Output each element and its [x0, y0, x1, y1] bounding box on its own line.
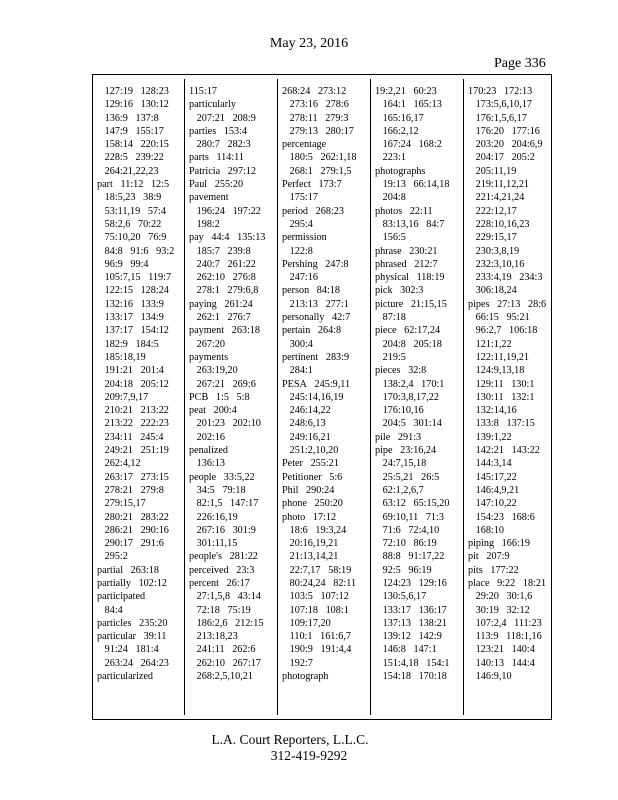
index-entry: 139:12 142:9 [375, 631, 442, 643]
index-entry: pay 44:4 135:13 [189, 232, 266, 244]
index-entry: 234:11 245:4 [97, 431, 164, 443]
reporter-company: L.A. Court Reporters, L.L.C. [211, 732, 369, 747]
index-entry: 139:1,22 [468, 431, 512, 443]
index-entry: 204:5 301:14 [375, 418, 442, 430]
index-entry: 130:5,6,17 [375, 591, 427, 603]
index-entry: 146:8 147:1 [375, 644, 437, 656]
index-column-1 [97, 85, 183, 683]
index-entry: 122:11,19,21 [468, 351, 530, 363]
index-entry: 121:1,22 [468, 338, 512, 350]
index-entry: 213:13 277:1 [282, 298, 349, 310]
index-entry: 201:23 202:10 [189, 418, 261, 430]
index-entry: 103:5 107:12 [282, 591, 349, 603]
index-entry: photograph [282, 671, 329, 683]
index-entry: picture 21:15,15 [375, 298, 447, 310]
index-entry: 196:24 197:22 [189, 205, 261, 217]
index-entry: 191:21 201:4 [97, 365, 164, 377]
index-entry: 280:21 283:22 [97, 511, 169, 523]
index-entry: 278:11 279:3 [282, 112, 349, 124]
index-entry: 280:7 282:3 [189, 139, 251, 151]
index-entry: 83:13,16 84:7 [375, 218, 445, 230]
index-entry: 137:17 154:12 [97, 325, 169, 337]
index-entry: 286:21 290:16 [97, 524, 169, 536]
index-entry: 107:18 108:1 [282, 604, 349, 616]
index-entry: Perfect 173:7 [282, 179, 342, 191]
index-entry: 241:11 262:6 [189, 644, 256, 656]
reporter-phone: 312-419-9292 [270, 748, 348, 763]
index-entry: 124:23 129:16 [375, 577, 447, 589]
index-entry: 144:3,14 [468, 458, 512, 470]
index-entry: pipe 23:16,24 [375, 445, 437, 457]
index-entry: 221:4,21,24 [468, 192, 525, 204]
index-entry: people 33:5,22 [189, 471, 255, 483]
index-entry: perceived 23:3 [189, 564, 255, 576]
index-entry: payments [189, 351, 229, 363]
index-entry: 262:10 267:17 [189, 657, 261, 669]
column-divider [184, 79, 185, 715]
index-entry: 246:14,22 [282, 405, 331, 417]
index-entry: 20:16,19,21 [282, 538, 339, 550]
index-entry: 264:21,22,23 [97, 165, 159, 177]
index-entry: 203:20 204:6,9 [468, 139, 543, 151]
index-entry: 66:15 95:21 [468, 312, 530, 324]
column-divider [463, 79, 464, 715]
index-entry: percent 26:17 [189, 577, 250, 589]
index-entry: 267:21 269:6 [189, 378, 256, 390]
index-entry: 30:19 32:12 [468, 604, 530, 616]
index-column-4 [375, 85, 461, 683]
index-entry: 53:11,19 57:4 [97, 205, 166, 217]
index-entry: 147:10,22 [468, 498, 517, 510]
index-entry: physical 118:19 [375, 272, 445, 284]
index-entry: 29:20 30:1,6 [468, 591, 533, 603]
index-entry: 262:10 276:8 [189, 272, 256, 284]
index-entry: 87:18 [375, 312, 406, 324]
index-entry: 22:7,17 58:19 [282, 564, 352, 576]
index-entry: 62:1,2,6,7 [375, 484, 424, 496]
index-entry: peat 200:4 [189, 405, 237, 417]
index-entry: 219:11,12,21 [468, 179, 530, 191]
index-entry: 170:3,8,17,22 [375, 391, 439, 403]
index-entry: 232:3,10,16 [468, 258, 525, 270]
index-entry: 185:7 239:8 [189, 245, 251, 257]
index-entry: 63:12 65:15,20 [375, 498, 450, 510]
index-entry: 233:4,19 234:3 [468, 272, 543, 284]
index-entry: 24:7,15,18 [375, 458, 427, 470]
index-entry: Peter 255:21 [282, 458, 339, 470]
index-entry: 130:11 132:1 [468, 391, 535, 403]
index-entry: 248:6,13 [282, 418, 326, 430]
index-entry: 136:9 137:8 [97, 112, 159, 124]
index-entry: 164:1 165:13 [375, 99, 442, 111]
index-entry: 249:16,21 [282, 431, 331, 443]
index-entry: 109:17,20 [282, 617, 331, 629]
index-entry: 210:21 213:22 [97, 405, 169, 417]
index-entry: Pershing 247:8 [282, 258, 349, 270]
index-entry: 132:16 133:9 [97, 298, 164, 310]
index-entry: 268:24 273:12 [282, 86, 347, 97]
index-entry: personally 42:7 [282, 312, 351, 324]
word-index-table [92, 74, 552, 720]
index-entry: 105:7,15 119:7 [97, 272, 172, 284]
index-entry: 185:18,19 [97, 351, 146, 363]
index-entry: 176:10,16 [375, 405, 424, 417]
index-entry: permission [282, 232, 327, 244]
index-entry: 96:9 99:4 [97, 258, 149, 270]
index-entry: 268:1 279:1,5 [282, 165, 352, 177]
index-entry: phone 250:20 [282, 498, 343, 510]
index-entry: 204:8 205:18 [375, 338, 442, 350]
index-entry: 245:14,16,19 [282, 391, 344, 403]
index-entry: 226:16,19 [189, 511, 238, 523]
index-entry: 72:10 86:19 [375, 538, 437, 550]
index-entry: 230:3,8,19 [468, 245, 520, 257]
index-entry: 133:17 136:17 [375, 604, 447, 616]
index-entry: 154:23 168:6 [468, 511, 535, 523]
index-entry: 75:10,20 76:9 [97, 232, 167, 244]
index-entry: 278:1 279:6,8 [189, 285, 259, 297]
index-entry: 140:13 144:4 [468, 657, 535, 669]
index-entry: 176:1,5,6,17 [468, 112, 527, 124]
index-entry: 202:16 [189, 431, 225, 443]
index-entry: pile 291:3 [375, 431, 422, 443]
index-entry: 175:17 [282, 192, 318, 204]
index-entry: 145:17,22 [468, 471, 517, 483]
index-entry: 122:8 [282, 245, 313, 257]
index-entry: 306:18,24 [468, 285, 517, 297]
index-entry: 71:6 72:4,10 [375, 524, 440, 536]
index-entry: 123:21 140:4 [468, 644, 535, 656]
index-entry: 213:18,23 [189, 631, 238, 643]
index-entry: 147:9 155:17 [97, 125, 164, 137]
index-entry: 173:5,6,10,17 [468, 99, 532, 111]
index-entry: 192:7 [282, 657, 313, 669]
index-entry: 34:5 79:18 [189, 484, 246, 496]
index-entry: 122:15 128:24 [97, 285, 169, 297]
index-entry: 247:16 [282, 272, 318, 284]
index-entry: piping 166:19 [468, 538, 530, 550]
index-entry: 166:2,12 [375, 125, 419, 137]
index-entry: partially 102:12 [97, 577, 167, 589]
index-entry: 146:4,9,21 [468, 484, 520, 496]
index-entry: 168:10 [468, 524, 504, 536]
index-entry: 204:18 205:12 [97, 378, 169, 390]
index-entry: phrased 212:7 [375, 258, 438, 270]
index-entry: 295:4 [282, 218, 313, 230]
index-entry: 72:18 75:19 [189, 604, 251, 616]
index-entry: 182:9 184:5 [97, 338, 159, 350]
index-entry: 279:15,17 [97, 498, 146, 510]
index-entry: pavement [189, 192, 229, 204]
index-entry: 84:8 91:6 93:2 [97, 245, 175, 257]
index-entry: 219:5 [375, 351, 406, 363]
index-entry: person 84:18 [282, 285, 341, 297]
index-entry: 279:13 280:17 [282, 125, 354, 137]
index-entry: PCB 1:5 5:8 [189, 391, 250, 403]
index-entry: 138:2,4 170:1 [375, 378, 445, 390]
index-entry: 21:13,14,21 [282, 551, 339, 563]
index-entry: 133:17 134:9 [97, 312, 164, 324]
index-entry: 124:9,13,18 [468, 365, 525, 377]
index-entry: 180:5 262:1,18 [282, 152, 357, 164]
index-entry: 151:4,18 154:1 [375, 657, 450, 669]
index-entry: 82:1,5 147:17 [189, 498, 259, 510]
index-entry: 284:1 [282, 365, 313, 377]
index-entry: pipes 27:13 28:6 [468, 298, 547, 310]
index-entry: 18:5,23 38:9 [97, 192, 162, 204]
index-entry: 263:17 273:15 [97, 471, 169, 483]
index-entry: partial 263:18 [97, 564, 159, 576]
index-entry: place 9:22 18:21 [468, 577, 547, 589]
column-divider [277, 79, 278, 715]
index-entry: 205:11,19 [468, 165, 517, 177]
index-entry: 290:17 291:6 [97, 538, 164, 550]
index-entry: 96:2,7 106:18 [468, 325, 538, 337]
index-entry: 207:21 208:9 [189, 112, 256, 124]
index-entry: particular 39:11 [97, 631, 167, 643]
index-entry: 165:16,17 [375, 112, 424, 124]
index-entry: pits 177:22 [468, 564, 519, 576]
index-entry: penalized [189, 445, 229, 457]
index-entry: 222:12,17 [468, 205, 517, 217]
index-entry: 176:20 177:16 [468, 125, 540, 137]
index-entry: 263:19,20 [189, 365, 238, 377]
index-entry: 127:19 128:23 [97, 86, 169, 97]
index-column-2 [189, 85, 275, 683]
index-entry: 262:1 276:7 [189, 312, 251, 324]
index-entry: 137:13 138:21 [375, 617, 447, 629]
index-entry: 132:14,16 [468, 405, 517, 417]
index-entry: Petitioner 5:6 [282, 471, 343, 483]
index-entry: 300:4 [282, 338, 313, 350]
index-entry: part 11:12 12:5 [97, 179, 170, 191]
index-entry: 18:6 19:3,24 [282, 524, 347, 536]
index-entry: 91:24 181:4 [97, 644, 159, 656]
index-entry: 209:7,9,17 [97, 391, 149, 403]
index-entry: 268:2,5,10,21 [189, 671, 253, 683]
index-entry: 267:20 [189, 338, 225, 350]
index-entry: pertain 264:8 [282, 325, 342, 337]
index-entry: 133:8 137:15 [468, 418, 535, 430]
index-entry: piece 62:17,24 [375, 325, 441, 337]
index-entry: 25:5,21 26:5 [375, 471, 440, 483]
index-entry: pit 207:9 [468, 551, 510, 563]
index-entry: Phil 290:24 [282, 484, 335, 496]
index-entry: 129:11 130:1 [468, 378, 535, 390]
index-entry: 262:4,12 [97, 458, 141, 470]
index-column-5 [468, 85, 554, 683]
index-entry: 295:2 [97, 551, 128, 563]
index-entry: Patricia 297:12 [189, 165, 257, 177]
index-entry: 223:1 [375, 152, 406, 164]
index-entry: 158:14 220:15 [97, 139, 169, 151]
index-entry: 278:21 279:8 [97, 484, 164, 496]
index-entry: percentage [282, 139, 327, 151]
index-entry: photographs [375, 165, 426, 177]
index-entry: photo 17:12 [282, 511, 337, 523]
index-entry: parties 153:4 [189, 125, 248, 137]
index-entry: pertinent 283:9 [282, 351, 350, 363]
index-entry: parts 114:11 [189, 152, 244, 164]
index-entry: 129:16 130:12 [97, 99, 169, 111]
index-entry: 167:24 168:2 [375, 139, 442, 151]
index-entry: 204:17 205:2 [468, 152, 535, 164]
index-entry: 19:13 66:14,18 [375, 179, 450, 191]
column-divider [370, 79, 371, 715]
index-entry: paying 261:24 [189, 298, 253, 310]
index-entry: 156:5 [375, 232, 406, 244]
index-entry: 84:4 [97, 604, 123, 616]
index-entry: pick 302:3 [375, 285, 424, 297]
index-entry: 240:7 261:22 [189, 258, 256, 270]
index-entry: 107:2,4 111:23 [468, 617, 542, 629]
index-entry: 170:23 172:13 [468, 86, 533, 97]
index-entry: 267:16 301:9 [189, 524, 256, 536]
page-number: Page 336 [494, 56, 546, 71]
index-entry: 115:17 [189, 86, 217, 97]
index-entry: 146:9,10 [468, 671, 512, 683]
index-entry: 198:2 [189, 218, 220, 230]
index-entry: 251:2,10,20 [282, 445, 339, 457]
index-entry: 80:24,24 82:11 [282, 577, 357, 589]
index-entry: 154:18 170:18 [375, 671, 447, 683]
index-entry: 186:2,6 212:15 [189, 617, 264, 629]
index-entry: period 268:23 [282, 205, 344, 217]
index-entry: people's 281:22 [189, 551, 258, 563]
index-entry: 228:10,16,23 [468, 218, 530, 230]
index-entry: 301:11,15 [189, 538, 238, 550]
index-entry: Paul 255:20 [189, 179, 244, 191]
index-entry: 58:2,6 70:22 [97, 218, 162, 230]
index-entry: payment 263:18 [189, 325, 261, 337]
index-entry: 92:5 96:19 [375, 564, 432, 576]
index-entry: 69:10,11 71:3 [375, 511, 444, 523]
index-entry: participated [97, 591, 146, 603]
index-entry: 27:1,5,8 43:14 [189, 591, 261, 603]
index-entry: 142:21 143:22 [468, 445, 540, 457]
index-entry: photos 22:11 [375, 205, 433, 217]
index-entry: 213:22 222:23 [97, 418, 169, 430]
index-entry: particularized [97, 671, 153, 683]
index-entry: 204:8 [375, 192, 406, 204]
index-entry: particles 235:20 [97, 617, 168, 629]
index-entry: 113:9 118:1,16 [468, 631, 542, 643]
index-entry: phrase 230:21 [375, 245, 438, 257]
index-entry: 88:8 91:17,22 [375, 551, 445, 563]
index-entry: 249:21 251:19 [97, 445, 169, 457]
index-entry: 19:2,21 60:23 [375, 86, 437, 97]
index-entry: 263:24 264:23 [97, 657, 169, 669]
index-entry: particularly [189, 99, 236, 111]
index-entry: pieces 32:8 [375, 365, 427, 377]
index-entry: 136:13 [189, 458, 225, 470]
index-entry: 110:1 161:6,7 [282, 631, 351, 643]
transcript-date: May 23, 2016 [269, 36, 349, 51]
index-entry: 228:5 239:22 [97, 152, 164, 164]
index-entry: 190:9 191:4,4 [282, 644, 352, 656]
index-entry: 229:15,17 [468, 232, 517, 244]
index-entry: 273:16 278:6 [282, 99, 349, 111]
index-column-3 [282, 85, 368, 683]
index-entry: PESA 245:9,11 [282, 378, 351, 390]
